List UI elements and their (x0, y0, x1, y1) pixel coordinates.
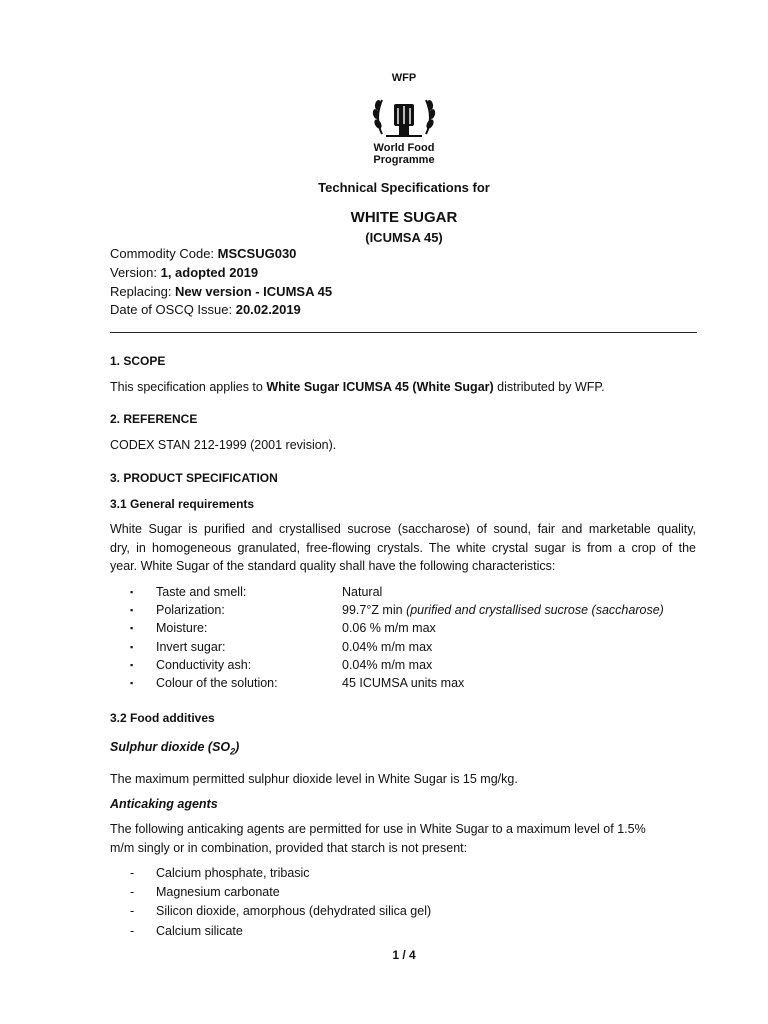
dash-bullet: - (130, 866, 135, 880)
characteristic-value: 45 ICUMSA units max (342, 676, 465, 690)
sulphur-dioxide-heading (110, 740, 239, 757)
version-line (110, 265, 258, 280)
characteristic-value-group (342, 674, 464, 692)
replacing-line (110, 284, 332, 299)
characteristic-value: 99.7°Z min (342, 603, 407, 618)
scope-text (110, 380, 605, 394)
logo-name (368, 142, 440, 166)
anticaking-agent-text: Magnesium carbonate (156, 885, 280, 900)
date-label: Date of OSCQ Issue: (110, 302, 236, 317)
characteristic-label: Moisture: (156, 621, 208, 636)
characteristic-value-group (342, 656, 432, 674)
sulphur-dioxide-text: The maximum permitted sulphur dioxide level in White Sugar is 15 mg/kg. (110, 772, 518, 786)
sulphur-subscript: 2 (230, 746, 236, 757)
general-requirements-heading: 3.1 General requirements (110, 497, 255, 511)
commodity-code-label: Commodity Code: (110, 246, 218, 261)
characteristic-note: (purified and crystallised sucrose (saccharose) (406, 603, 664, 618)
scope-heading: 1. SCOPE (110, 354, 166, 368)
anticaking-heading: Anticaking agents (110, 797, 218, 811)
logo-name-line1: World Food (373, 142, 435, 154)
characteristic-label: Polarization: (156, 603, 225, 618)
commodity-code-value: MSCSUG030 (217, 246, 297, 261)
document-title: WHITE SUGAR (350, 209, 458, 226)
bullet-icon: ▪ (130, 587, 134, 597)
bullet-icon: ▪ (130, 623, 134, 634)
general-para-line1: White Sugar is purified and crystallised sucrose (saccharose) of sound, fair and marketable quality, (110, 522, 696, 536)
characteristic-label: Colour of the solution: (156, 676, 278, 690)
scope-text-c: distributed by WFP. (493, 380, 605, 394)
dash-bullet: - (130, 923, 135, 938)
characteristic-value: 0.04% m/m max (342, 639, 433, 654)
anticaking-line2: m/m singly or in combination, provided that starch is not present: (110, 841, 468, 855)
title-subtitle: (ICUMSA 45) (365, 230, 443, 245)
scope-text-a: This specification applies to (110, 380, 267, 394)
characteristic-label: Taste and smell: (156, 585, 247, 599)
anticaking-agent-text: Calcium silicate (156, 923, 243, 938)
general-para-line2: dry, in homogeneous granulated, free-flowing crystals. The white crystal sugar is from a crop of the (110, 540, 696, 555)
product-spec-heading: 3. PRODUCT SPECIFICATION (110, 471, 278, 485)
version-label: Version: (110, 265, 161, 280)
general-requirements-paragraph (110, 520, 696, 576)
dash-bullet: - (130, 885, 135, 900)
characteristic-value: Natural (342, 585, 383, 599)
commodity-code-line (110, 246, 296, 261)
anticaking-agent-text: Silicon dioxide, amorphous (dehydrated silica gel) (156, 904, 432, 919)
separator-line (110, 332, 697, 333)
characteristic-value-group (342, 638, 432, 656)
bullet-icon: ▪ (130, 659, 134, 670)
wfp-emblem-icon (368, 84, 440, 144)
characteristic-value: 0.06 % m/m max (342, 621, 436, 636)
scope-text-b: White Sugar ICUMSA 45 (White Sugar) (266, 380, 494, 394)
bullet-icon: ▪ (130, 641, 134, 652)
wfp-logo (368, 72, 440, 172)
sulphur-heading-text: Sulphur dioxide (SO (110, 740, 231, 754)
logo-name-line2: Programme (373, 154, 435, 166)
bullet-icon: ▪ (130, 678, 134, 688)
characteristic-value-group (342, 619, 436, 637)
title-line1: Technical Specifications for (318, 180, 490, 195)
characteristic-value: 0.04% m/m max (342, 657, 433, 672)
general-para-line3: year. White Sugar of the standard quality shall have the following characteristics: (110, 559, 556, 573)
anticaking-agent-text: Calcium phosphate, tribasic (156, 866, 310, 880)
date-value: 20.02.2019 (235, 302, 301, 317)
reference-heading: 2. REFERENCE (110, 412, 198, 426)
reference-text: CODEX STAN 212-1999 (2001 revision). (110, 438, 337, 452)
version-value: 1, adopted 2019 (160, 265, 259, 280)
characteristic-label: Invert sugar: (156, 639, 226, 654)
sulphur-heading-close: ) (235, 740, 240, 754)
replacing-label: Replacing: (110, 284, 176, 299)
characteristic-value-group (342, 601, 664, 619)
anticaking-line1: The following anticaking agents are permitted for use in White Sugar to a maximum level of 1.5% (110, 822, 646, 836)
logo-acronym: WFP (391, 72, 417, 84)
characteristic-value-group (342, 583, 382, 601)
characteristic-label: Conductivity ash: (156, 657, 252, 672)
page-number: 1 / 4 (392, 948, 416, 962)
dash-bullet: - (130, 904, 135, 919)
replacing-value: New version - ICUMSA 45 (175, 284, 333, 299)
bullet-icon: ▪ (130, 605, 134, 616)
date-line (110, 302, 301, 317)
food-additives-heading: 3.2 Food additives (110, 711, 215, 725)
